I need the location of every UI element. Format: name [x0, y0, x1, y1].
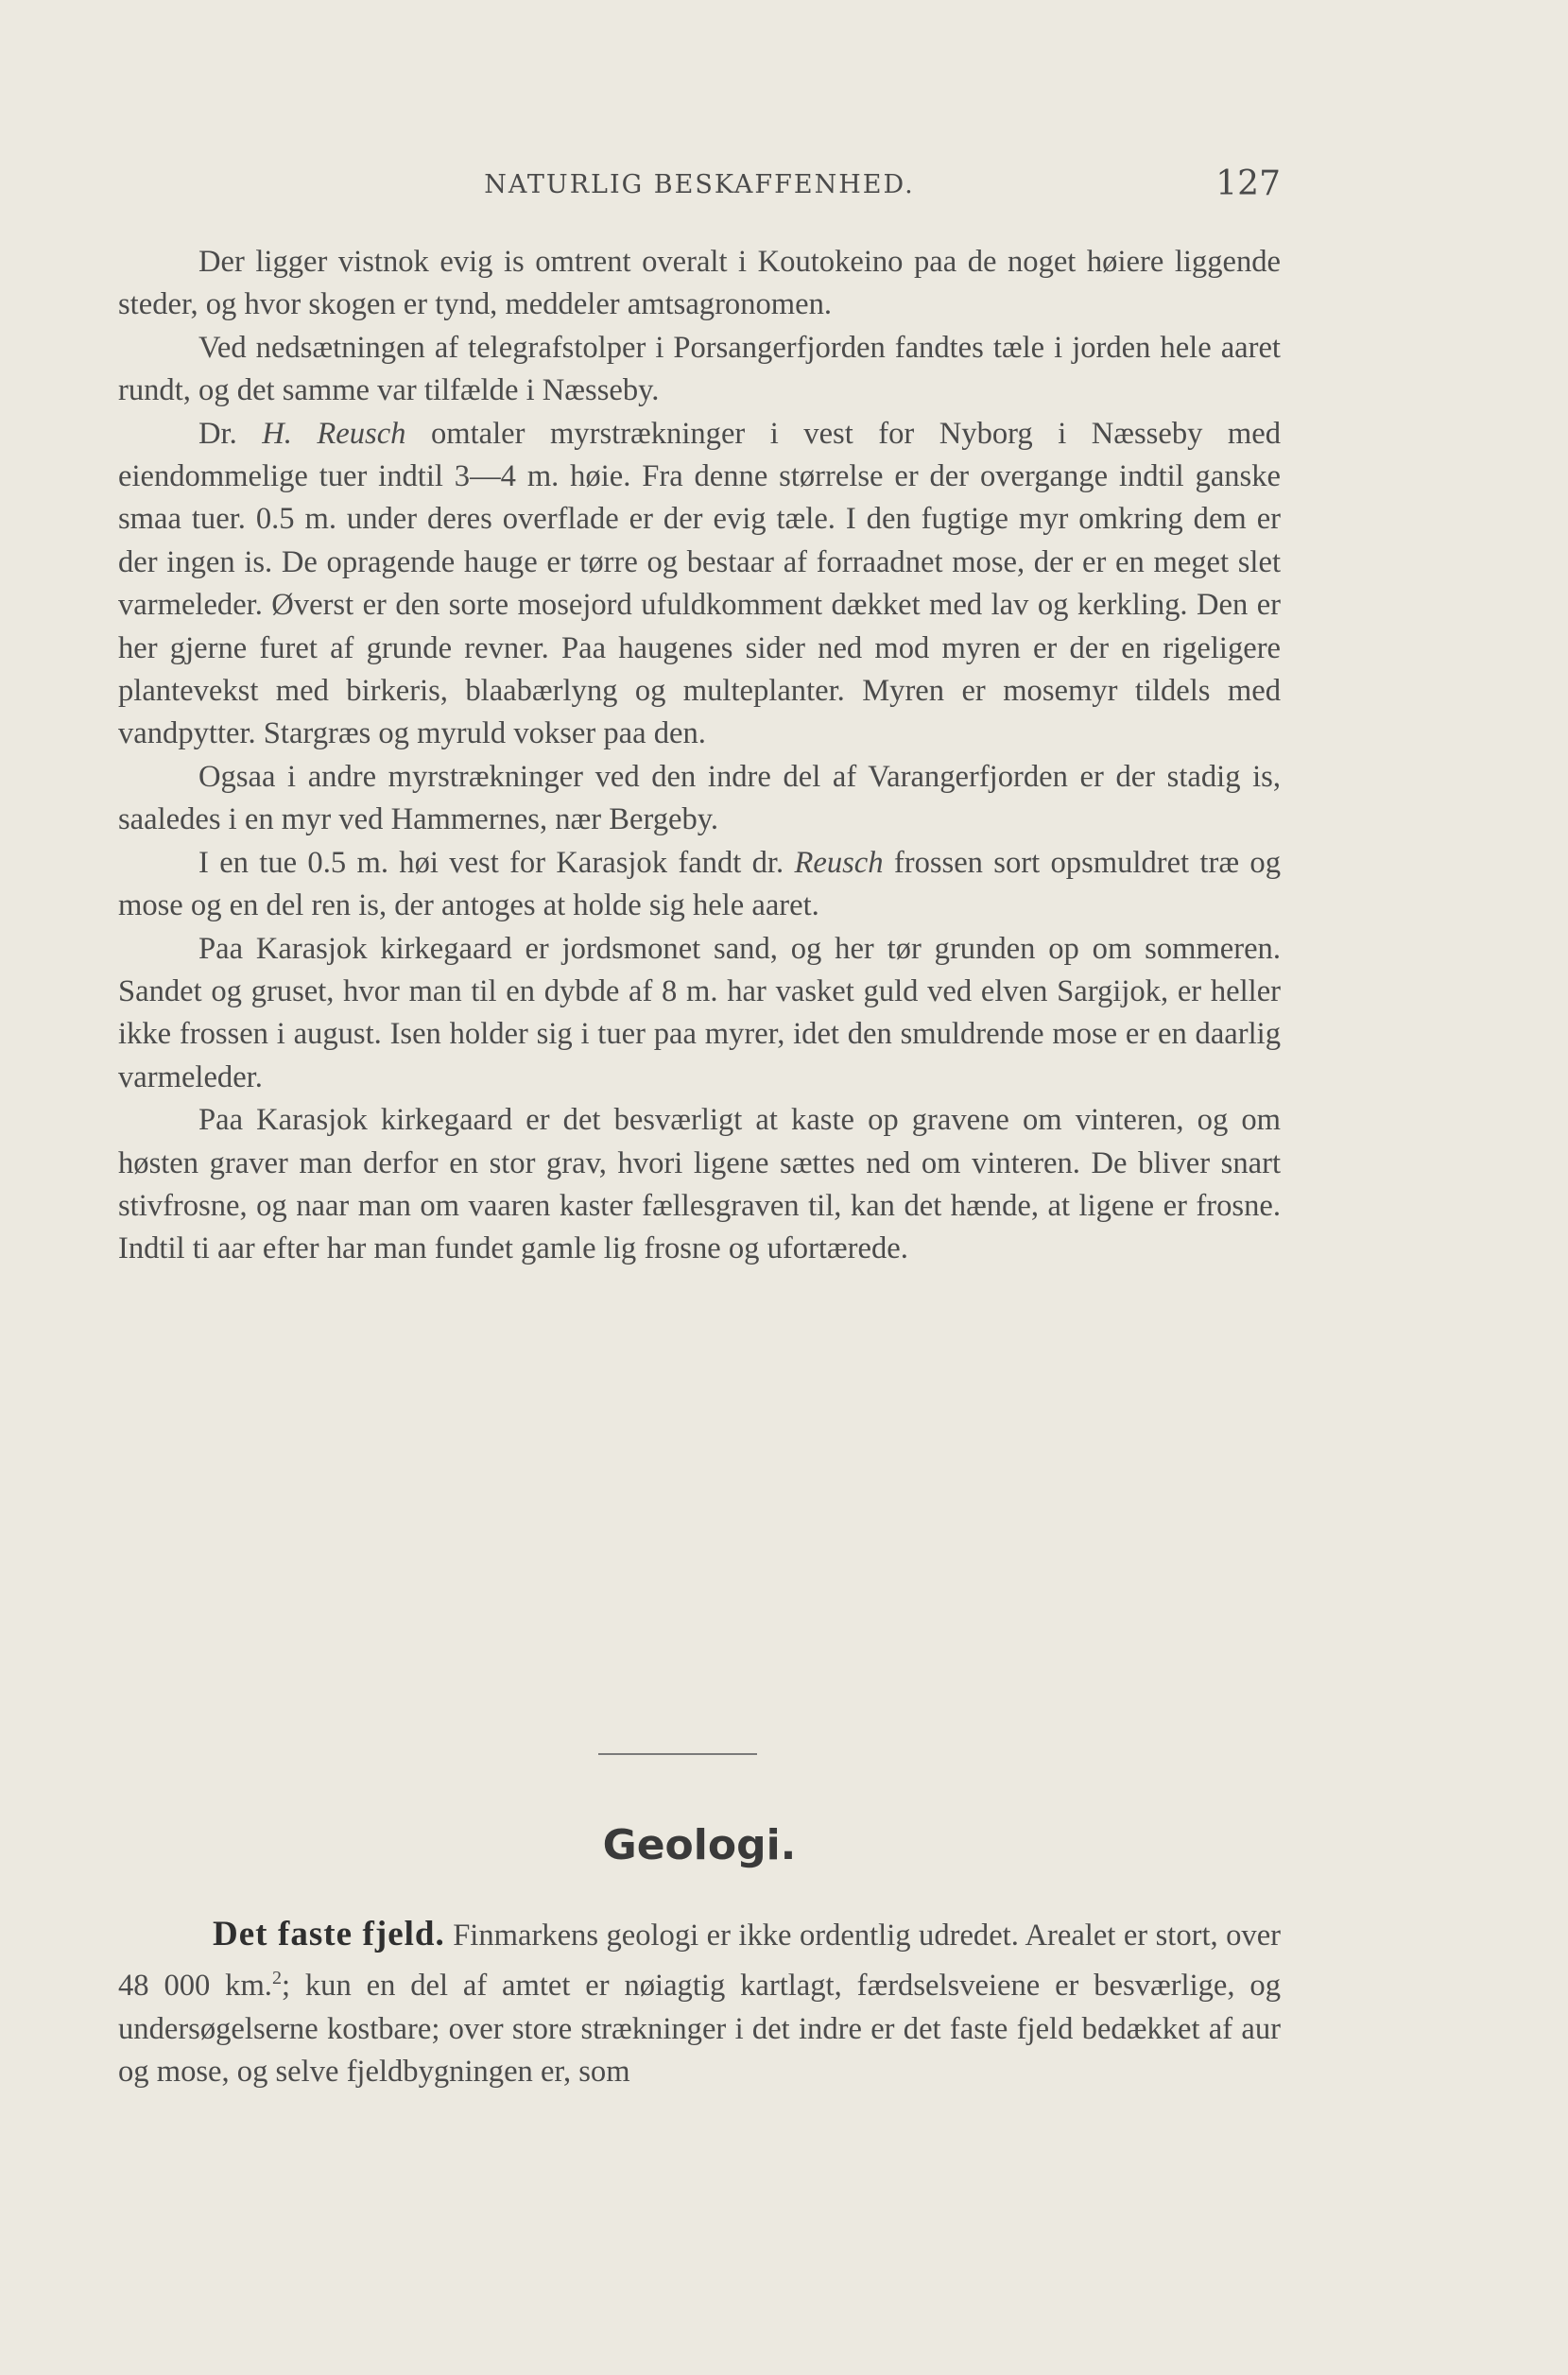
paragraph: Der ligger vistnok evig is omtrent overalt i Koutokeino paa de noget høiere liggende steder, og hvor skogen er tynd, meddeler amtsagronomen. [118, 245, 1281, 322]
paragraph: Paa Karasjok kirkegaard er det besværligt at kaste op gravene om vinteren, og om høsten graver man derfor en stor grav, hvori ligene sættes ned om vinteren. De bliver snart stivfrosne, og naar man om vaaren kaster fællesgraven til, kan det hænde, at ligene er frosne. Indtil ti aar efter har man fundet gamle lig frosne og ufortærede. [118, 1103, 1281, 1266]
page-number: 127 [1215, 164, 1281, 203]
paragraph: I en tue 0.5 m. høi vest for Karasjok fandt dr. Reusch frossen sort opsmuldret træ og mose og en del ren is, der antoges at holde sig hele aaret. [118, 845, 1281, 923]
author-name: Reusch [794, 845, 884, 880]
paragraph: Ved nedsætningen af telegrafstolper i Porsangerfjorden fandtes tæle i jorden hele aaret rundt, og det samme var tilfælde i Næsseby. [118, 330, 1281, 408]
section-divider [598, 1753, 757, 1755]
lead-in: Det faste fjeld. [213, 1915, 445, 1953]
paragraph: Ogsaa i andre myrstrækninger ved den indre del af Varangerfjorden er der stadig is, saaledes i en myr ved Hammernes, nær Bergeby. [118, 759, 1281, 837]
running-head [118, 164, 1281, 217]
superscript: 2 [271, 1968, 282, 1989]
section-body [118, 1913, 1281, 2093]
author-name: H. Reusch [262, 416, 406, 451]
section-heading: Geologi. [602, 1821, 797, 1869]
paragraph: Paa Karasjok kirkegaard er jordsmonet sand, og her tør grunden op om sommeren. Sandet og gruset, hvor man til en dybde af 8 m. har vasket guld ved elven Sargijok, er heller ikke frossen i august. Isen holder sig i tuer paa myrer, idet den smuldrende mose er en daarlig varmeleder. [118, 931, 1281, 1094]
paragraph: Dr. H. Reusch omtaler myrstrækninger i vest for Nyborg i Næsseby med eiendommelige tuer indtil 3—4 m. høie. Fra denne størrelse er der overgange indtil ganske smaa tuer. 0.5 m. under deres overflade er der evig tæle. I den fugtige myr omkring dem er der ingen is. De opragende hauge er tørre og bestaar af forraadnet mose, der er en meget slet varmeleder. Øverst er den sorte mosejord ufuldkomment dækket med lav og kerkling. Den er her gjerne furet af grunde revner. Paa haugenes sider ned mod myren er der en rigeligere plantevekst med birkeris, blaabærlyng og multeplanter. Myren er mosemyr tildels med vandpytter. Stargræs og myruld vokser paa den. [118, 416, 1281, 751]
body-text [118, 241, 1281, 1271]
paragraph: Det faste fjeld. Finmarkens geologi er ikke ordentlig udredet. Arealet er stort, over 48 000 km.$^2$; kun en del af amtet er nøiagtig kartlagt, færdselsveiene er besværlige, og undersøgelserne kostbare; over store strækninger i det indre er det faste fjeld bedækket af aur og mose, og selve fjeldbygningen er, som [118, 1915, 1281, 2090]
running-title: NATURLIG BESKAFFENHED. [484, 170, 915, 199]
